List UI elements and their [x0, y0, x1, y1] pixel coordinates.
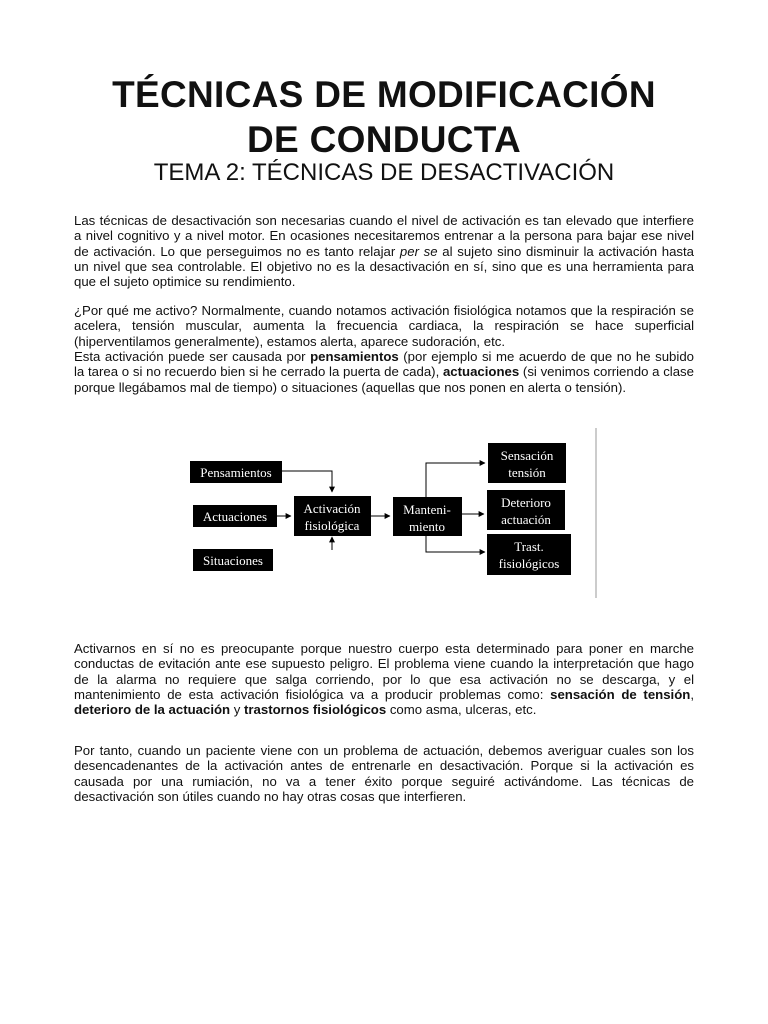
box-sensacion — [488, 443, 566, 483]
box-activacion — [294, 496, 371, 536]
box-situaciones — [193, 549, 273, 571]
causes-bold-actions: actuaciones — [442, 364, 520, 380]
diagram-svg — [188, 426, 608, 602]
causes-text-a: Esta activación puede ser causada por — [74, 349, 311, 364]
problems-sep-2: y — [230, 702, 245, 718]
problems-bold-trastornos: trastornos fisiológicos — [244, 702, 387, 718]
arrow-pensamientos — [282, 471, 332, 492]
causes-text-d: (si venimos corriendo a clase porque llegábamos mal de tiempo) o situaciones (aquellas que nos ponen en alerta o tensión). — [74, 364, 694, 395]
paragraph-causes — [74, 349, 694, 395]
arrow-to-sensacion — [426, 463, 485, 497]
title-line-1: TÉCNICAS DE MODIFICACIÓN — [112, 74, 656, 115]
problems-bold-tension: sensación de tensión — [550, 686, 691, 702]
intro-emphasis: per se — [399, 243, 438, 259]
box-actuaciones-label: Actuaciones — [202, 509, 268, 524]
title-line-2: DE CONDUCTA — [247, 119, 521, 160]
box-sensacion-line1: Sensación — [500, 448, 554, 463]
box-deterioro-line2: actuación — [501, 512, 551, 527]
problems-sep-1: , — [690, 686, 694, 702]
problems-bold-deterioro: deterioro de la actuación — [74, 702, 231, 718]
box-trast-line2: fisiológicos — [498, 556, 560, 571]
box-situaciones-label: Situaciones — [203, 553, 263, 568]
box-actuaciones — [193, 505, 277, 527]
document-title — [60, 72, 708, 162]
box-trast-line1: Trast. — [514, 539, 544, 554]
paragraph-conclusion: Por tanto, cuando un paciente viene con un problema de actuación, debemos averiguar cuales son los desencadenantes de la activación antes de entrenarle en desactivación. Porque si la activación es causada por una rumiación, no va a tener éxito porque seguiré activándome. Las técnicas de desactivación son útiles cuando no hay otras cosas que interfieren. — [74, 743, 694, 804]
box-mantenimiento-line2: miento — [408, 519, 446, 534]
problems-text-a: Activarnos en sí no es preocupante porque nuestro cuerpo esta determinado para poner en marche conductas de evitación ante ese supuesto peligro. El problema viene cuando la interpretación que hago de la alarma no requiere que salga corriendo, por lo que esa activación no se descarga, y el mantenimiento de esta activación fisiológica va a producir problemas como: — [74, 641, 694, 702]
box-sensacion-line2: tensión — [508, 465, 546, 480]
activation-diagram — [188, 426, 608, 602]
box-activacion-line1: Activación — [303, 501, 361, 516]
arrow-to-trast — [426, 536, 485, 552]
box-mantenimiento — [393, 497, 462, 536]
intro-text-a: Las técnicas de desactivación son necesarias cuando el nivel de activación es tan elevado que interfiere a nivel cognitivo y a nivel motor. En ocasiones necesitaremos entrenar a la persona para bajar ese nivel de activación. Lo que perseguimos no es tanto relajar — [74, 213, 694, 259]
paragraph-intro — [74, 213, 694, 289]
box-pensamientos-label: Pensamientos — [200, 465, 272, 480]
problems-text-c: como asma, ulceras, etc. — [386, 702, 537, 718]
box-deterioro — [487, 490, 565, 530]
box-deterioro-line1: Deterioro — [501, 495, 551, 510]
document-subtitle: TEMA 2: TÉCNICAS DE DESACTIVACIÓN — [153, 159, 615, 186]
paragraph-problems — [74, 641, 694, 717]
box-pensamientos — [190, 461, 282, 483]
causes-bold-thoughts: pensamientos — [310, 349, 399, 364]
intro-text-b: al sujeto sino disminuir la activación hasta un nivel que sea controlable. El objetivo no es la desactivación en sí, sino que es una herramienta para que el sujeto optimice su rendimiento. — [74, 243, 694, 290]
box-trast — [487, 534, 571, 575]
box-mantenimiento-line1: Manteni- — [403, 502, 451, 517]
box-activacion-line2: fisiológica — [304, 518, 360, 533]
causes-text-c: (por ejemplo si me acuerdo de que no he subido la tarea o si no recuerdo bien si he cerrado la puerta de cada), — [74, 349, 694, 380]
paragraph-why-activation: ¿Por qué me activo? Normalmente, cuando notamos activación fisiológica notamos que la respiración se acelera, tensión muscular, aumenta la frecuencia cardiaca, la respiración se hace superficial (hiperventilamos generalmente), estamos alerta, aparece sudoración, etc. — [74, 303, 694, 349]
